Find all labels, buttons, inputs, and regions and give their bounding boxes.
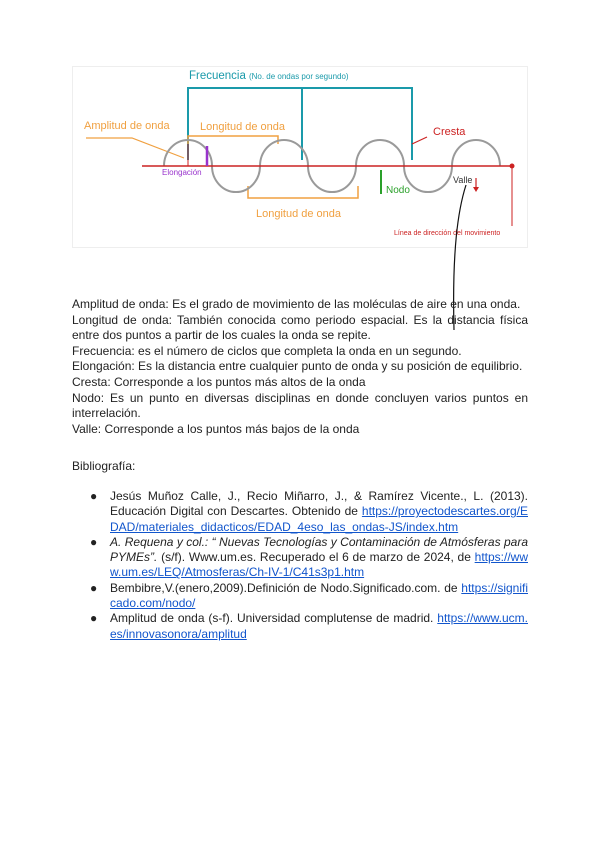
cresta-label: Cresta [433, 126, 466, 138]
definition-amplitud: Amplitud de onda: Es el grado de movimiento de las moléculas de aire en una onda. [72, 297, 521, 311]
reference-italic-title: A. Requena y col.: “ Nuevas Tecnologías y Contaminación de Atmósferas para PYMEs”. [110, 534, 528, 565]
definition-frecuencia: Frecuencia: es el número de ciclos que completa la onda en un segundo. [72, 343, 462, 358]
bibliography-title: Bibliografía: [72, 459, 136, 473]
bullet-icon: ● [90, 611, 98, 626]
amplitud-label: Amplitud de onda [84, 120, 170, 132]
bullet-icon: ● [90, 534, 98, 549]
nodo-label: Nodo [386, 185, 410, 196]
reference-link[interactable]: https://www.ucm.es/innovasonora/amplitud [110, 611, 528, 641]
direccion-label: Línea de dirección del movimiento [394, 230, 501, 237]
definition-longitud: Longitud de onda: También conocida como periodo espacial. Es la distancia física entre dos puntos a partir de los cuales la onda se repite. [72, 312, 528, 343]
definition-elongacion: Elongación: Es la distancia entre cualquier punto de onda y su posición de equilibrio. [72, 359, 523, 374]
longitud-bottom-label: Longitud de onda [256, 208, 342, 220]
longitud-top-label: Longitud de onda [200, 121, 286, 133]
valle-label: Valle [453, 175, 473, 185]
bullet-icon: ● [90, 489, 98, 503]
bullet-icon: ● [90, 580, 98, 595]
wave-diagram [72, 66, 528, 248]
reference-text: Amplitud de onda (s-f). Universidad complutense de madrid. [110, 611, 434, 626]
reference-text: Bembibre,V.(enero,2009).Definición de Nodo.Significado.com. de [110, 580, 458, 595]
reference-text: (s/f). Www.um.es. Recuperado el 6 de marzo de 2024, de [157, 550, 471, 565]
references-list [90, 489, 528, 642]
definition-valle: Valle: Corresponde a los puntos más bajos de la onda [72, 421, 360, 436]
definition-nodo: Nodo: Es un punto en diversas disciplinas en donde concluyen varios puntos en interrelación. [72, 390, 528, 421]
reference-item [90, 535, 528, 581]
elongacion-label: Elongación [162, 168, 202, 177]
definition-cresta: Cresta: Corresponde a los puntos más altos de la onda [72, 374, 366, 389]
frecuencia-label: Frecuencia (No. de ondas por segundo) [189, 70, 349, 82]
definitions [72, 297, 528, 437]
reference-item [90, 611, 528, 642]
reference-item [90, 581, 528, 612]
figure-frame [73, 67, 528, 248]
reference-link[interactable]: https://www.um.es/LEQ/Atmosferas/Ch-IV-1/C41s3p1.htm [110, 550, 528, 580]
reference-item [90, 489, 528, 535]
reference-link[interactable]: https://significado.com/nodo/ [110, 580, 528, 611]
wave-diagram-graphic [72, 66, 528, 248]
reference-link[interactable]: https://proyectodescartes.org/EDAD/materiales_didacticos/EDAD_4eso_las_ondas-JS/index.htm [110, 504, 528, 534]
reference-text: Jesús Muñoz Calle, J., Recio Miñarro, J., & Ramírez Vicente., L. (2013). Educación Digital con Descartes. Obtenido de [110, 489, 528, 519]
